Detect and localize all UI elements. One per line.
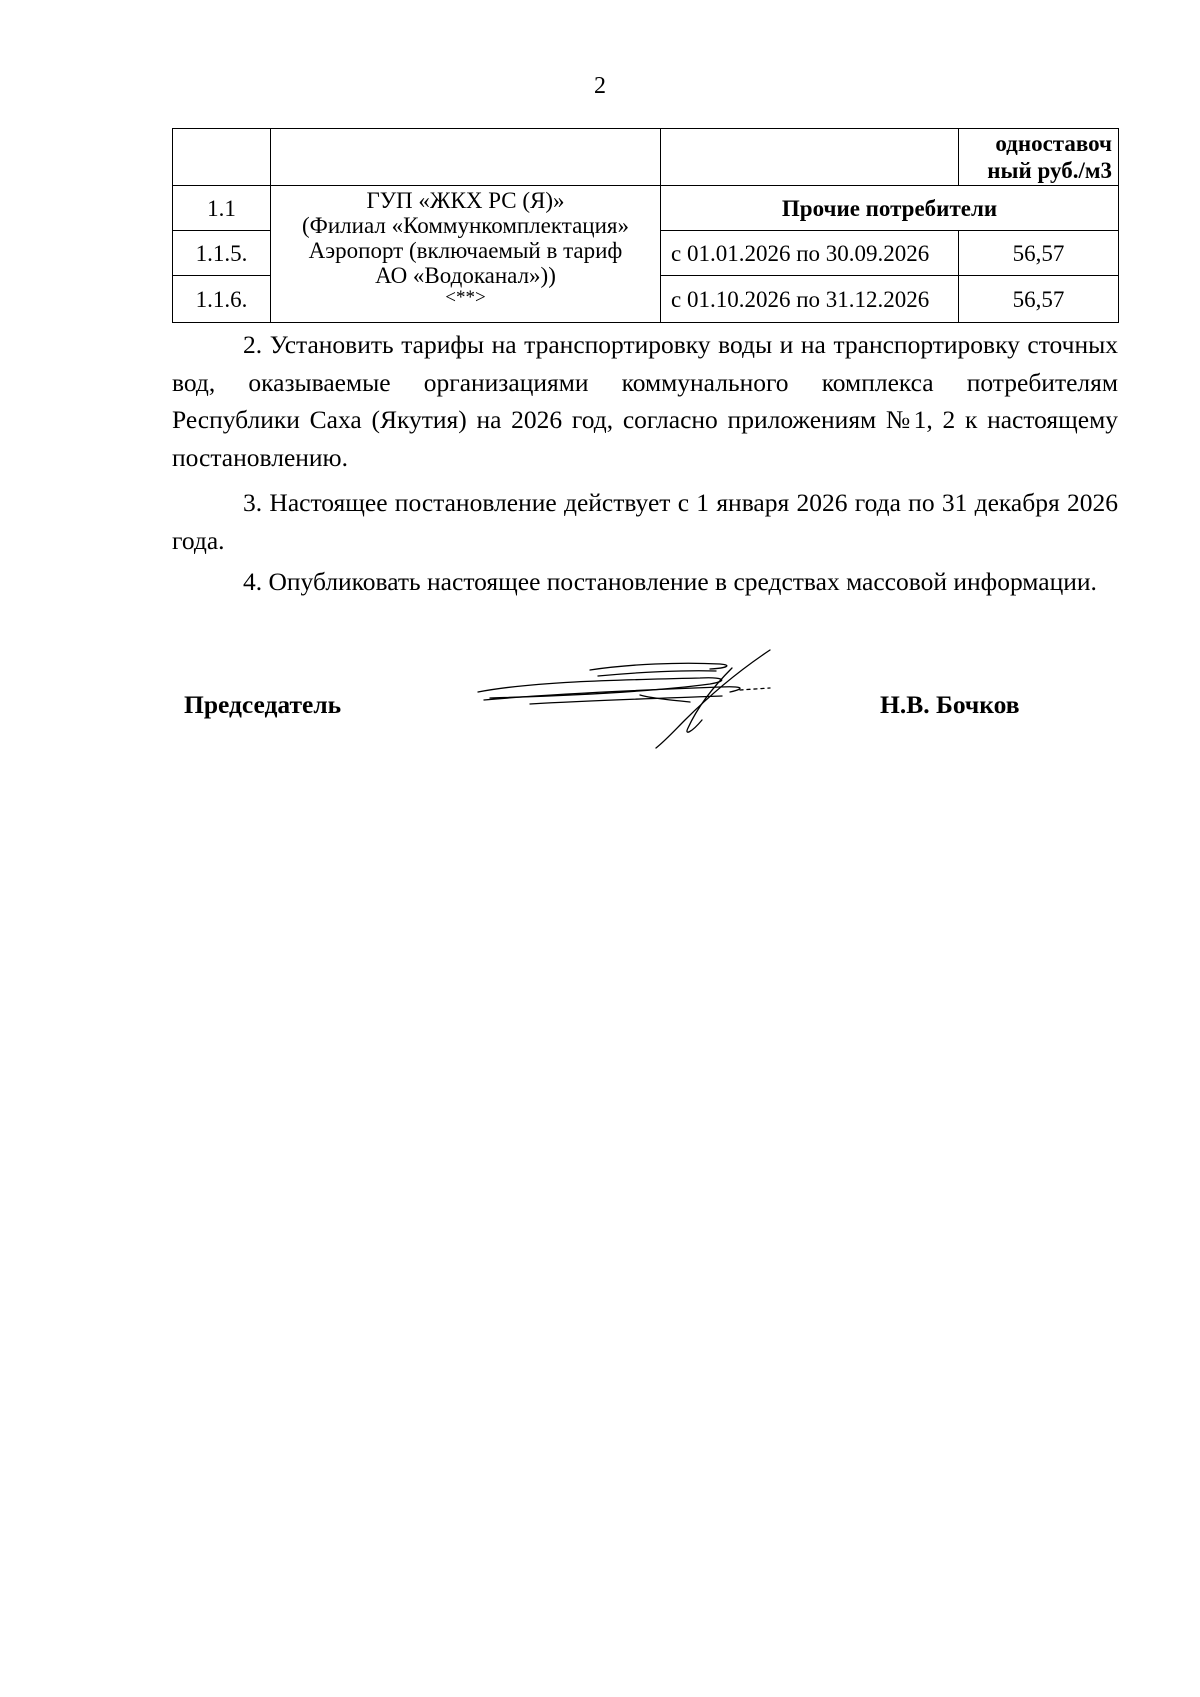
organization-cell — [271, 186, 661, 323]
header-cell-empty — [173, 129, 271, 186]
row-value: 56,57 — [959, 231, 1119, 276]
tariff-table — [172, 128, 1119, 323]
row-value: 56,57 — [959, 276, 1119, 323]
row-number: 1.1 — [173, 186, 271, 231]
signatory-position: Председатель — [184, 690, 342, 719]
table-header-row — [173, 129, 1119, 186]
unit-line-2: ный руб./м3 — [987, 158, 1112, 183]
row-period: с 01.01.2026 по 30.09.2026 — [661, 231, 959, 276]
org-line: <**> — [445, 287, 486, 308]
unit-line-1: одноставоч — [995, 131, 1112, 156]
row-number: 1.1.6. — [173, 276, 271, 323]
table-row — [173, 186, 1119, 231]
header-cell-empty — [271, 129, 661, 186]
paragraph-2: 2. Установить тарифы на транспортировку воды и на транспортировку сточных вод, оказываемые организациями коммунального комплекса потребителям Республики Саха (Якутия) на 2026 год, согласно приложениям №1, 2 к настоящему постановлению. — [172, 330, 1118, 472]
signatory-name: Н.В. Бочков — [880, 690, 1020, 719]
paragraph-4: 4. Опубликовать настоящее постановление в средствах массовой информации. — [243, 567, 1097, 596]
page-number: 2 — [594, 73, 606, 99]
org-line: Аэропорт (включаемый в тариф — [308, 238, 623, 263]
paragraph-3: 3. Настоящее постановление действует с 1 января 2026 года по 31 декабря 2026 года. — [172, 488, 1118, 555]
header-cell-unit — [959, 129, 1119, 186]
org-line: АО «Водоканал»)) — [375, 263, 556, 288]
header-cell-empty — [661, 129, 959, 186]
handwritten-signature — [470, 640, 790, 750]
org-line: ГУП «ЖКХ РС (Я)» — [366, 188, 565, 213]
row-number: 1.1.5. — [173, 231, 271, 276]
row-period: с 01.10.2026 по 31.12.2026 — [661, 276, 959, 323]
org-line: (Филиал «Коммункомплектация» — [302, 213, 629, 238]
consumer-group-label: Прочие потребители — [661, 186, 1119, 231]
